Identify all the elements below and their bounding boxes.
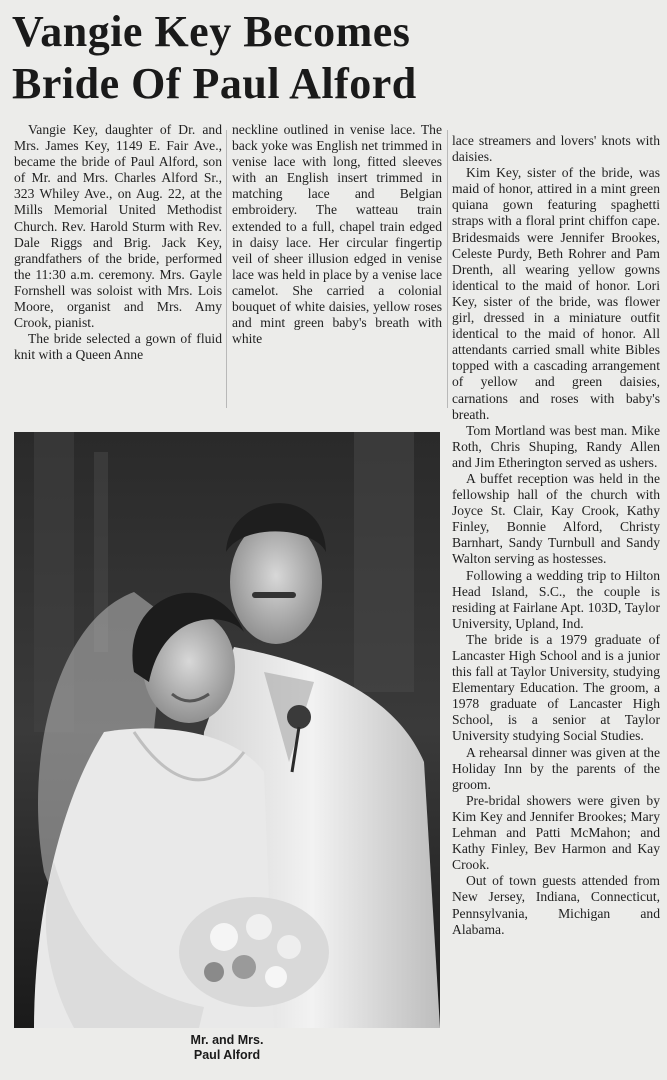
article-paragraph: lace streamers and lovers' knots with daisies. <box>452 133 660 165</box>
article-paragraph: Tom Mortland was best man. Mike Roth, Chris Shuping, Randy Allen and Jim Etherington served as ushers. <box>452 422 660 470</box>
column-divider <box>447 130 448 408</box>
article-paragraph: neckline outlined in venise lace. The back yoke was English net trimmed in venise lace with long, fitted sleeves with an English insert trimmed in matching lace and Belgian embroidery. The watteau train extended to a full, chapel train edged in daisy lace. Her circular fingertip veil of sheer illusion edged in venise lace was held in place by a venise lace camelot. She carried a colonial bouquet of white daisies, yellow roses and mint green baby's breath with white <box>232 122 442 347</box>
wedding-couple-illustration <box>14 432 440 1028</box>
headline <box>12 6 657 110</box>
article-paragraph: Kim Key, sister of the bride, was maid of honor, attired in a mint green quiana gown featuring spaghetti straps with a floral print chiffon cape. Bridesmaids were Jennifer Brookes, Celeste Purdy, Beth Rohrer and Pam Drenth, all wearing yellow gowns identical to the maid of honor. Lori Key, sister of the bride, was flower girl, dressed in a miniature outfit identical to the maid of honor. All attendants carried small white Bibles topped with a cascading arrangement of yellow and green daisies, carnations and roses with baby's breath. <box>452 165 660 422</box>
headline-line-1: Vangie Key Becomes <box>12 7 411 56</box>
headline-line-2: Bride Of Paul Alford <box>12 59 417 108</box>
article-paragraph: Pre-bridal showers were given by Kim Key and Jennifer Brookes; Mary Lehman and Patti McMahon; and Kathy Finley, Bev Harmon and Kay Crook. <box>452 792 660 873</box>
photo-caption <box>14 1033 440 1063</box>
article-paragraph: Out of town guests attended from New Jersey, Indiana, Connecticut, Pennsylvania, Michigan and Alabama. <box>452 873 660 937</box>
caption-line-2: Paul Alford <box>193 1048 261 1062</box>
article-column-1 <box>14 122 222 363</box>
article-paragraph: Following a wedding trip to Hilton Head Island, S.C., the couple is residing at Fairlane Apt. 103D, Taylor University, Upland, Ind. <box>452 567 660 631</box>
wedding-photo <box>14 432 440 1028</box>
article-column-3 <box>452 133 660 938</box>
article-column-2 <box>232 122 442 347</box>
article-paragraph: A buffet reception was held in the fellowship hall of the church with Joyce St. Clair, Kay Crook, Kathy Finley, Bonnie Alford, Christy Barnhart, Sandy Turnbull and Sandy Walton serving as hostesses. <box>452 470 660 567</box>
article-paragraph: Vangie Key, daughter of Dr. and Mrs. James Key, 1149 E. Fair Ave., became the bride of Paul Alford, son of Mr. and Mrs. Charles Alford Sr., 323 Whiley Ave., on Aug. 22, at the Mills Memorial United Methodist Church. Rev. Harold Sturm with Rev. Dale Riggs and Brig. Jack Key, grandfathers of the bride, performed the 11:30 a.m. ceremony. Mrs. Gayle Fornshell was soloist with Mrs. Lois Moore, organist and Mrs. Amy Crook, pianist. <box>14 122 222 331</box>
caption-line-1: Mr. and Mrs. <box>190 1033 264 1047</box>
article-paragraph: The bride selected a gown of fluid knit with a Queen Anne <box>14 331 222 363</box>
article-paragraph: A rehearsal dinner was given at the Holiday Inn by the parents of the groom. <box>452 744 660 792</box>
article-paragraph: The bride is a 1979 graduate of Lancaster High School and is a junior this fall at Taylor University, studying Elementary Education. The groom, a 1978 graduate of Lancaster High School, is a senior at Taylor University studying Social Studies. <box>452 631 660 744</box>
column-divider <box>226 130 227 408</box>
